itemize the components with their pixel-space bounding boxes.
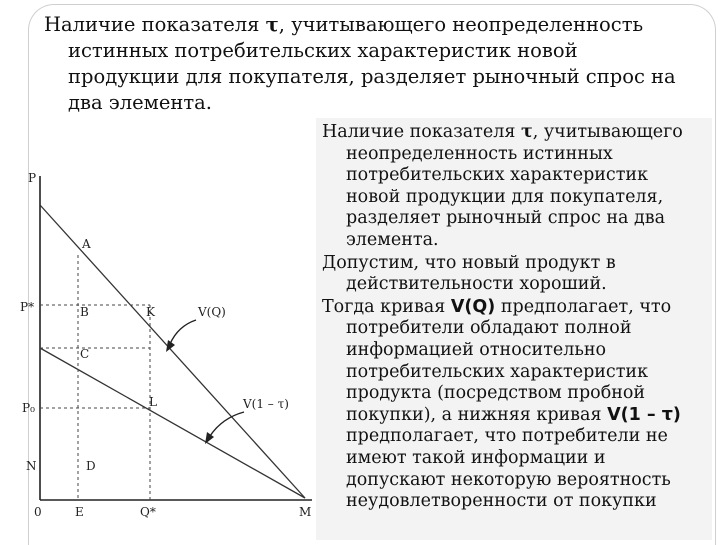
p1-suffix: , учитывающего неопределенность истинных потребительских характеристик новой продукции для покупателя, разделяет рыночный спрос на два элемента. [346, 122, 683, 250]
p3-part-c: предполагает, что потребители не имеют такой информации и допускают некоторую вероятность неудовлетворенности от покупки [346, 426, 671, 512]
point-k-label: K [146, 305, 155, 319]
point-a-label: A [82, 237, 91, 251]
p1-prefix: Наличие показателя [322, 122, 521, 142]
v-tau-arrowhead [205, 432, 214, 444]
title-tau-symbol: τ [265, 13, 279, 36]
p3-part-a: Тогда кривая [322, 296, 451, 317]
point-n-label: N [26, 459, 37, 473]
v-q-pointer-arrow [170, 320, 196, 344]
slide-title [44, 12, 694, 116]
paragraph-2: Допустим, что новый продукт в действительности хороший. [322, 252, 616, 295]
point-d-label: D [86, 459, 96, 473]
demand-diagram [0, 150, 316, 540]
point-l-label: L [149, 395, 157, 409]
point-b-label: B [80, 305, 89, 319]
uncertainty-demand-line [40, 348, 305, 498]
p3-v-q-symbol: V(Q) [450, 296, 496, 317]
p3-part-b: предполагает, что потребители обладают полной информацией относительно потребительских характеристик продукта (посредством пробной покупки), а нижняя кривая [346, 296, 672, 425]
curve-v-tau-label: V(1 – τ) [243, 397, 289, 411]
p-star-label: P* [20, 300, 35, 314]
q-star-label: Q* [140, 505, 156, 519]
axis-p-label: P [28, 171, 37, 185]
origin-label: 0 [34, 505, 42, 519]
point-e-label: E [75, 505, 84, 519]
paragraph-3 [322, 297, 704, 513]
title-suffix: , учитывающего неопределенность истинных потребительских характеристик новой продукции для покупателя, разделяет рыночный спрос на два элемента. [68, 13, 676, 114]
curve-v-label: V(Q) [198, 305, 226, 319]
explanation-text-box [316, 118, 712, 540]
p3-v-tau-symbol: V(1 – τ) [607, 404, 681, 425]
title-prefix: Наличие показателя [44, 13, 266, 36]
paragraph-1 [322, 122, 704, 252]
p0-label: P₀ [22, 401, 35, 415]
point-m-label: M [299, 505, 312, 519]
point-c-label: C [80, 347, 90, 361]
p1-tau-symbol: τ [520, 122, 533, 142]
